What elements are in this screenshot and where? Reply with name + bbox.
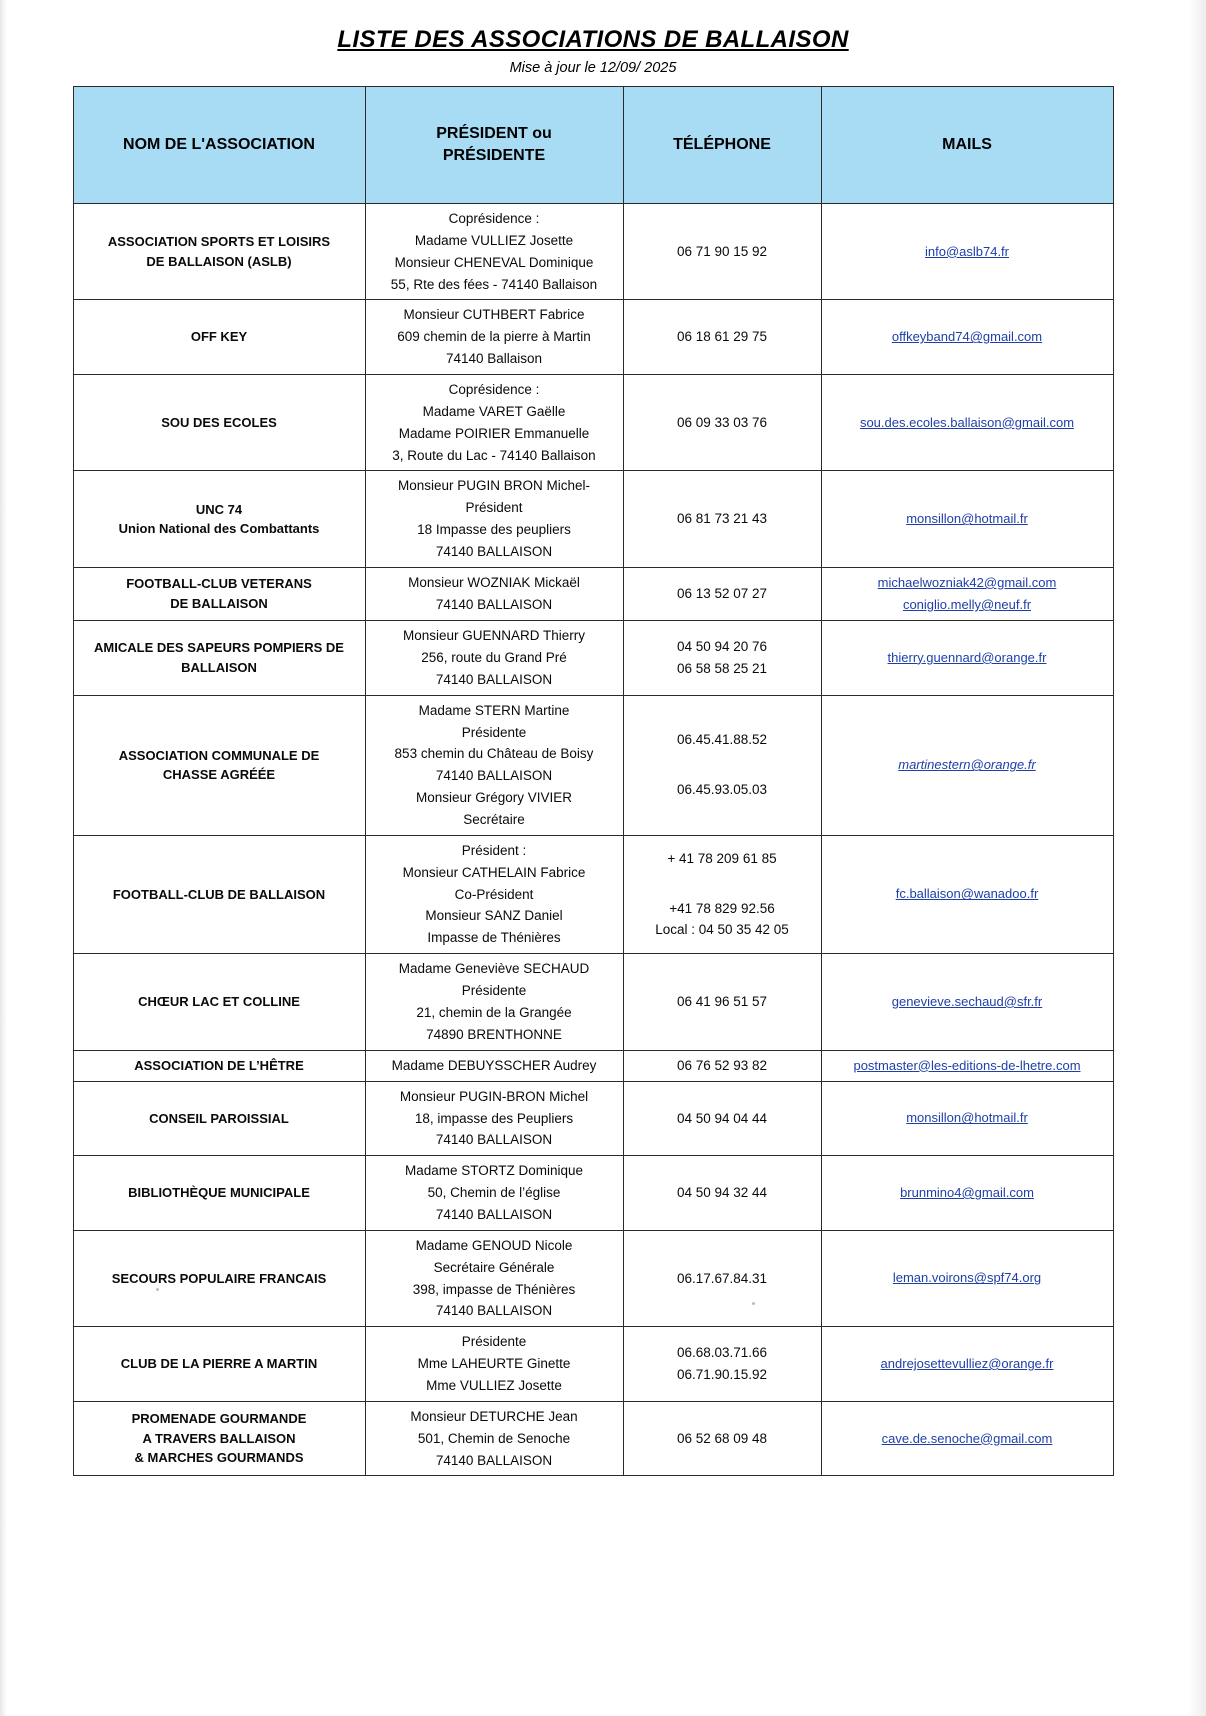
president-line: 74890 BRENTHONNE xyxy=(426,1026,562,1042)
phone-number: 04 50 94 04 44 xyxy=(676,1110,768,1126)
table-row xyxy=(73,1156,1113,1231)
table-row xyxy=(73,300,1113,375)
association-name-line: DE BALLAISON (ASLB) xyxy=(146,253,292,269)
president-line: 55, Rte des fées - 74140 Ballaison xyxy=(390,276,598,292)
phone-number: 06 41 96 51 57 xyxy=(676,993,768,1009)
phone-number: 06.71.90.15.92 xyxy=(676,1367,768,1383)
phone-cell xyxy=(623,1081,821,1156)
scan-speck xyxy=(156,1288,159,1291)
president-line: Président xyxy=(465,500,523,516)
president-line: 74140 BALLAISON xyxy=(435,596,553,612)
association-name-line: UNC 74 xyxy=(195,501,243,517)
phone-cell xyxy=(623,471,821,567)
president-line: Monsieur CHENEVAL Dominique xyxy=(394,254,594,270)
table-row xyxy=(73,1081,1113,1156)
email-link[interactable]: monsillon@hotmail.fr xyxy=(906,1110,1028,1126)
association-name-line: ASSOCIATION SPORTS ET LOISIRS xyxy=(107,234,331,250)
mails-cell xyxy=(821,1050,1113,1081)
phone-cell xyxy=(623,204,821,300)
president-cell xyxy=(365,1081,623,1156)
page-right-edge xyxy=(1188,0,1206,1716)
association-name-line: OFF KEY xyxy=(190,329,248,345)
phone-number: 06.45.41.88.52 xyxy=(676,732,768,748)
president-line: Monsieur WOZNIAK Mickaël xyxy=(408,575,580,591)
president-line: 74140 Ballaison xyxy=(445,351,543,367)
column-header-president-line2: PRÉSIDENTE xyxy=(442,147,546,164)
association-name-line: & MARCHES GOURMANDS xyxy=(134,1450,304,1466)
association-name-cell xyxy=(73,835,365,953)
phone-number: Local : 04 50 35 42 05 xyxy=(655,922,789,938)
association-name-cell xyxy=(73,1050,365,1081)
phone-number: 06.45.93.05.03 xyxy=(676,782,768,798)
president-line: Co-Président xyxy=(454,886,534,902)
mails-cell xyxy=(821,204,1113,300)
president-line: Monsieur DETURCHE Jean xyxy=(410,1408,578,1424)
phone-number: 06.68.03.71.66 xyxy=(676,1345,768,1361)
president-line: Monsieur PUGIN-BRON Michel xyxy=(399,1088,589,1104)
association-name-line: Union National des Combattants xyxy=(118,521,320,537)
president-line: Madame POIRIER Emmanuelle xyxy=(398,425,590,441)
email-link[interactable]: monsillon@hotmail.fr xyxy=(906,511,1028,527)
association-name-cell xyxy=(73,204,365,300)
email-link[interactable]: coniglio.melly@neuf.fr xyxy=(902,596,1032,612)
table-row xyxy=(73,471,1113,567)
association-name-cell xyxy=(73,954,365,1050)
president-line: Mme LAHEURTE Ginette xyxy=(417,1356,571,1372)
email-link[interactable]: brunmino4@gmail.com xyxy=(900,1184,1034,1200)
president-line: Présidente xyxy=(461,1334,527,1350)
association-name-line: A TRAVERS BALLAISON xyxy=(142,1430,296,1446)
table-header xyxy=(73,87,1113,204)
mails-cell xyxy=(821,621,1113,696)
president-cell xyxy=(365,695,623,835)
phone-cell xyxy=(623,567,821,620)
president-line: Coprésidence : xyxy=(448,382,540,398)
president-line: 18 Impasse des peupliers xyxy=(417,522,571,538)
president-line: Monsieur Grégory VIVIER xyxy=(415,790,573,806)
table-row xyxy=(73,567,1113,620)
president-cell xyxy=(365,567,623,620)
phone-number: 06 52 68 09 48 xyxy=(676,1430,768,1446)
president-line: Madame VULLIEZ Josette xyxy=(414,232,574,248)
association-name-line: FOOTBALL-CLUB DE BALLAISON xyxy=(112,886,326,902)
president-line: Président : xyxy=(461,842,527,858)
phone-number: 04 50 94 32 44 xyxy=(676,1185,768,1201)
phone-number: +41 78 829 92.56 xyxy=(669,900,775,916)
phone-number: 06.17.67.84.31 xyxy=(676,1270,768,1286)
president-cell xyxy=(365,835,623,953)
association-name-line: CHŒUR LAC ET COLLINE xyxy=(138,994,300,1010)
president-cell xyxy=(365,954,623,1050)
president-cell xyxy=(365,300,623,375)
association-name-line: ASSOCIATION COMMUNALE DE xyxy=(118,747,320,763)
table-row xyxy=(73,954,1113,1050)
president-line: Coprésidence : xyxy=(448,211,540,226)
president-line: 21, chemin de la Grangée xyxy=(416,1004,572,1020)
president-cell xyxy=(365,1401,623,1476)
association-name-cell xyxy=(73,1327,365,1402)
email-link[interactable]: info@aslb74.fr xyxy=(924,243,1010,259)
president-line: Monsieur PUGIN BRON Michel- xyxy=(397,478,591,494)
president-line: 74140 BALLAISON xyxy=(435,1303,553,1319)
association-name-line: CHASSE AGRÉÉE xyxy=(162,767,276,783)
table-row xyxy=(73,1230,1113,1326)
president-line: 3, Route du Lac - 74140 Ballaison xyxy=(392,447,596,463)
association-name-cell xyxy=(73,1230,365,1326)
phone-number: 06 09 33 03 76 xyxy=(676,414,768,430)
president-line: 18, impasse des Peupliers xyxy=(414,1110,574,1126)
association-name-cell xyxy=(73,695,365,835)
email-link[interactable]: leman.voirons@spf74.org xyxy=(892,1270,1042,1286)
phone-cell xyxy=(623,1230,821,1326)
president-line: 501, Chemin de Senoche xyxy=(417,1430,571,1446)
president-cell xyxy=(365,204,623,300)
phone-cell xyxy=(623,300,821,375)
president-line: Madame STERN Martine xyxy=(418,702,570,718)
president-line: 398, impasse de Thénières xyxy=(412,1281,576,1297)
email-link[interactable]: martinestern@orange.fr xyxy=(898,757,1036,773)
president-line: Monsieur CATHELAIN Fabrice xyxy=(402,864,586,880)
associations-table xyxy=(73,86,1114,1476)
phone-cell xyxy=(623,954,821,1050)
president-cell xyxy=(365,1156,623,1231)
phone-number: 06 71 90 15 92 xyxy=(676,243,768,259)
email-link[interactable]: fc.ballaison@wanadoo.fr xyxy=(895,886,1039,902)
president-line: 74140 BALLAISON xyxy=(435,544,553,560)
column-header-name: NOM DE L'ASSOCIATION xyxy=(73,87,365,204)
president-cell xyxy=(365,471,623,567)
page-title: LISTE DES ASSOCIATIONS DE BALLAISON xyxy=(337,26,849,53)
phone-cell xyxy=(623,375,821,471)
president-cell xyxy=(365,1050,623,1081)
phone-number: 06 81 73 21 43 xyxy=(676,511,768,527)
president-line: 74140 BALLAISON xyxy=(435,1452,553,1468)
president-line: Madame DEBUYSSCHER Audrey xyxy=(391,1057,597,1073)
association-name-cell xyxy=(73,1401,365,1476)
association-name-line: BIBLIOTHÈQUE MUNICIPALE xyxy=(128,1185,310,1201)
phone-number: 06 58 58 25 21 xyxy=(676,660,768,676)
phone-cell xyxy=(623,621,821,696)
association-name-cell xyxy=(73,375,365,471)
president-line: Madame GENOUD Nicole xyxy=(415,1237,573,1253)
president-line: 50, Chemin de l’église xyxy=(427,1185,561,1201)
mails-cell xyxy=(821,375,1113,471)
email-link[interactable]: andrejosettevulliez@orange.fr xyxy=(880,1355,1054,1371)
column-header-mails: MAILS xyxy=(821,87,1113,204)
mails-cell xyxy=(821,1401,1113,1476)
table-row xyxy=(73,375,1113,471)
email-link[interactable]: offkeyband74@gmail.com xyxy=(891,329,1043,345)
scan-speck xyxy=(752,1302,755,1305)
phone-cell xyxy=(623,1401,821,1476)
phone-number: 06 18 61 29 75 xyxy=(676,329,768,345)
page-left-edge xyxy=(0,0,7,1716)
table-row xyxy=(73,1050,1113,1081)
president-cell xyxy=(365,1327,623,1402)
association-name-line: AMICALE DES SAPEURS POMPIERS DE xyxy=(94,640,344,656)
association-name-cell xyxy=(73,1081,365,1156)
president-cell xyxy=(365,375,623,471)
table-header-row xyxy=(73,87,1113,204)
table-row xyxy=(73,621,1113,696)
association-name-line: ASSOCIATION DE L’HÊTRE xyxy=(134,1057,304,1073)
table-row xyxy=(73,1327,1113,1402)
president-line: 74140 BALLAISON xyxy=(435,768,553,784)
association-name-cell xyxy=(73,471,365,567)
president-line: Mme VULLIEZ Josette xyxy=(426,1377,562,1393)
table-row xyxy=(73,1401,1113,1476)
association-name-line: CLUB DE LA PIERRE A MARTIN xyxy=(120,1356,318,1372)
president-line: Impasse de Thénières xyxy=(427,930,561,946)
mails-cell xyxy=(821,1081,1113,1156)
mails-cell xyxy=(821,471,1113,567)
president-line: Madame VARET Gaëlle xyxy=(422,403,566,419)
president-line: Monsieur SANZ Daniel xyxy=(425,908,563,924)
association-name-line: DE BALLAISON xyxy=(170,595,268,611)
association-name-cell xyxy=(73,300,365,375)
mails-cell xyxy=(821,835,1113,953)
association-name-cell xyxy=(73,621,365,696)
mails-cell xyxy=(821,1230,1113,1326)
mails-cell xyxy=(821,954,1113,1050)
email-link[interactable]: postmaster@les-editions-de-lhetre.com xyxy=(853,1057,1081,1073)
mails-cell xyxy=(821,1327,1113,1402)
email-link[interactable]: michaelwozniak42@gmail.com xyxy=(877,574,1057,590)
email-link[interactable]: thierry.guennard@orange.fr xyxy=(887,649,1047,665)
association-name-line: CONSEIL PAROISSIAL xyxy=(149,1110,289,1126)
phone-number: + 41 78 209 61 85 xyxy=(667,850,777,866)
phone-cell xyxy=(623,1156,821,1231)
table-row xyxy=(73,695,1113,835)
president-line: Présidente xyxy=(461,724,527,740)
association-name-line: PROMENADE GOURMANDE xyxy=(131,1411,307,1427)
president-line: Monsieur CUTHBERT Fabrice xyxy=(403,307,585,323)
email-link[interactable]: cave.de.senoche@gmail.com xyxy=(881,1430,1053,1446)
president-line: 609 chemin de la pierre à Martin xyxy=(397,329,591,345)
president-line: 74140 BALLAISON xyxy=(435,1132,553,1148)
phone-number: 06 13 52 07 27 xyxy=(676,586,768,602)
phone-cell xyxy=(623,1050,821,1081)
president-line: 74140 BALLAISON xyxy=(435,671,553,687)
phone-cell xyxy=(623,835,821,953)
phone-cell xyxy=(623,695,821,835)
mails-cell xyxy=(821,1156,1113,1231)
president-line: 256, route du Grand Pré xyxy=(421,649,567,665)
association-name-line: SOU DES ECOLES xyxy=(161,414,277,430)
association-name-cell xyxy=(73,567,365,620)
president-line: Secrétaire xyxy=(463,811,525,827)
column-header-president xyxy=(365,87,623,204)
table-body xyxy=(73,204,1113,1476)
mails-cell xyxy=(821,300,1113,375)
president-line: 74140 BALLAISON xyxy=(435,1206,553,1222)
phone-cell xyxy=(623,1327,821,1402)
association-name-line: SECOURS POPULAIRE FRANCAIS xyxy=(111,1270,327,1286)
table-row xyxy=(73,835,1113,953)
president-line: Madame STORTZ Dominique xyxy=(404,1163,584,1179)
president-line: Présidente xyxy=(461,982,527,998)
mails-cell xyxy=(821,567,1113,620)
president-cell xyxy=(365,621,623,696)
association-name-line: BALLAISON xyxy=(181,659,257,675)
email-link[interactable]: genevieve.sechaud@sfr.fr xyxy=(891,993,1043,1009)
president-cell xyxy=(365,1230,623,1326)
mails-cell xyxy=(821,695,1113,835)
association-name-cell xyxy=(73,1156,365,1231)
phone-number: 04 50 94 20 76 xyxy=(676,639,768,654)
column-header-president-line1: PRÉSIDENT ou xyxy=(436,125,552,143)
table-row xyxy=(73,204,1113,300)
president-line: Monsieur GUENNARD Thierry xyxy=(402,628,586,644)
president-line: Secrétaire Générale xyxy=(433,1259,555,1275)
president-line: Madame Geneviève SECHAUD xyxy=(398,961,590,977)
phone-number: 06 76 52 93 82 xyxy=(676,1057,768,1073)
association-name-line: FOOTBALL-CLUB VETERANS xyxy=(126,576,312,592)
column-header-phone: TÉLÉPHONE xyxy=(623,87,821,204)
email-link[interactable]: sou.des.ecoles.ballaison@gmail.com xyxy=(859,414,1075,430)
president-line: 853 chemin du Château de Boisy xyxy=(394,746,594,762)
page-subtitle: Mise à jour le 12/09/ 2025 xyxy=(509,60,677,76)
